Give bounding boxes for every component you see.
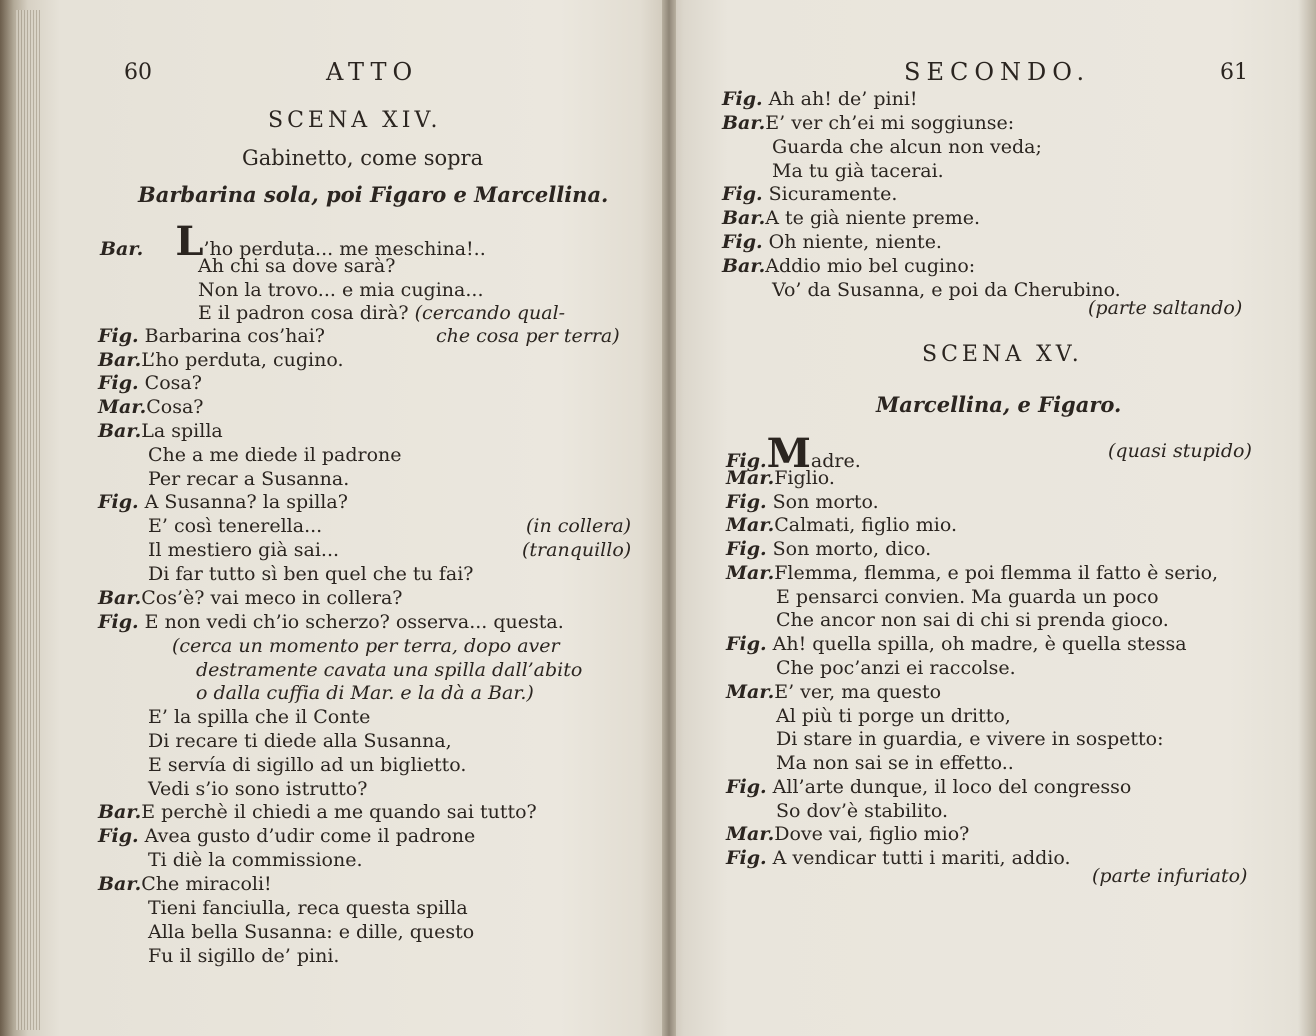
line-s16: So dov’è stabilito. (776, 800, 949, 822)
speaker: Fig. (98, 372, 139, 394)
line-s12: Al più ti porge un dritto, (776, 705, 1011, 727)
line-text: Avea gusto d’udir come il padrone (144, 825, 476, 847)
scene-setting: Gabinetto, come sopra (242, 146, 484, 170)
speaker: Fig. (98, 825, 139, 847)
speaker: Mar. (726, 562, 775, 584)
line-text: ’ho perduta... me meschina!.. (203, 238, 486, 260)
line-r9: Vo’ da Susanna, e poi da Cherubino. (772, 279, 1121, 301)
line-r6 (722, 207, 980, 229)
line-r1 (722, 88, 918, 110)
speaker: Mar. (726, 823, 775, 845)
line-s2 (726, 467, 835, 489)
line-text: Barbarina cos’hai? (144, 325, 325, 347)
line-s17 (726, 823, 969, 845)
line-text: Cos’è? vai meco in collera? (141, 587, 403, 609)
speaker: Bar. (98, 420, 142, 442)
line-r8 (722, 255, 975, 277)
line-s6 (726, 562, 1218, 584)
line-text: adre. (810, 450, 861, 472)
line-r3: Guarda che alcun non veda; (772, 136, 1042, 158)
line-15: Di far tutto sì ben quel che tu fai? (148, 563, 474, 585)
right-page (668, 0, 1316, 1036)
speaker: Bar. (98, 801, 142, 823)
scene-title-xiv: SCENA XIV. (268, 108, 442, 133)
line-r7 (722, 231, 942, 253)
speaker: Fig. (726, 450, 767, 472)
drop-cap: M (766, 430, 811, 477)
speaker: Fig. (98, 491, 139, 513)
speaker: Mar. (98, 396, 147, 418)
speaker: Bar. (98, 349, 142, 371)
line-12 (98, 491, 348, 513)
line-text: Sicuramente. (768, 183, 898, 205)
line-s3 (726, 491, 879, 513)
line-text: Son morto, dico. (772, 538, 932, 560)
line-10: Che a me diede il padrone (148, 444, 402, 466)
line-text: Ah! quella spilla, oh madre, è quella stessa (772, 633, 1187, 655)
line-r4: Ma tu già tacerai. (772, 160, 944, 182)
line-24: Vedi s’io sono istrutto? (148, 778, 368, 800)
line-6 (98, 349, 344, 371)
line-5 (98, 325, 325, 347)
line-text: A vendicar tutti i mariti, addio. (772, 847, 1071, 869)
line-text: E il padron cosa dirà? (198, 302, 409, 324)
speaker: Mar. (726, 681, 775, 703)
scene-cast: Barbarina sola, poi Figaro e Marcellina. (138, 182, 609, 207)
scene-title-xv: SCENA XV. (922, 342, 1083, 367)
line-text: Cosa? (144, 372, 202, 394)
stage-direction: (cercando qual- (414, 302, 566, 324)
speaker: Fig. (726, 491, 767, 513)
line-7 (98, 372, 202, 394)
line-text: E’ ver ch’ei mi soggiunse: (765, 112, 1015, 134)
running-head-right: SECONDO. (904, 58, 1091, 86)
speaker: Fig. (726, 538, 767, 560)
line-r5 (722, 183, 897, 205)
speaker: Fig. (726, 633, 767, 655)
line-s9 (726, 633, 1187, 655)
stage-direction-5: che cosa per terra) (436, 325, 620, 347)
line-s14: Ma non sai se in effetto.. (776, 752, 1014, 774)
speaker: Fig. (722, 231, 763, 253)
line-29: Tieni fanciulla, reca questa spilla (148, 897, 468, 919)
line-28 (98, 873, 272, 895)
speaker: Bar. (722, 255, 766, 277)
stage-direction-19: destramente cavata una spilla dall’abito (196, 659, 583, 681)
line-23: E servía di sigillo ad un biglietto. (148, 754, 467, 776)
line-text: E perchè il chiedi a me quando sai tutto? (141, 801, 537, 823)
speaker: Fig. (726, 776, 767, 798)
speaker: Fig. (722, 88, 763, 110)
line-27: Ti diè la commissione. (148, 849, 363, 871)
stage-direction-r10: (parte saltando) (1088, 297, 1243, 319)
page-number-right: 61 (1220, 60, 1248, 85)
speaker: Fig. (722, 183, 763, 205)
line-text: Ah ah! de’ pini! (768, 88, 918, 110)
line-s7: E pensarci convien. Ma guarda un poco (776, 586, 1159, 608)
drop-cap: L (175, 218, 204, 265)
stage-direction-18: (cerca un momento per terra, dopo aver (172, 635, 560, 657)
stage-direction-s19: (parte infuriato) (1092, 865, 1248, 887)
speaker: Bar. (98, 587, 142, 609)
line-text: Oh niente, niente. (768, 231, 942, 253)
line-text: A te già niente preme. (765, 207, 981, 229)
scene-cast-xv: Marcellina, e Figaro. (876, 392, 1122, 417)
line-s4 (726, 514, 957, 536)
line-21: E’ la spilla che il Conte (148, 706, 371, 728)
line-s8: Che ancor non sai di chi si prenda gioco. (776, 609, 1169, 631)
line-text: Flemma, flemma, e poi flemma il fatto è serio, (774, 562, 1219, 584)
line-22: Di recare ti diede alla Susanna, (148, 730, 452, 752)
speaker: Bar. (722, 112, 766, 134)
line-14: Il mestiero già sai... (148, 539, 340, 561)
speaker: Bar. (98, 873, 142, 895)
speaker: Fig. (726, 847, 767, 869)
line-13: E’ così tenerella... (148, 515, 323, 537)
line-17 (98, 611, 564, 633)
speaker: Mar. (726, 467, 775, 489)
line-text: Calmati, figlio mio. (774, 514, 958, 536)
line-text: A Susanna? la spilla? (144, 491, 348, 513)
stage-direction-13: (in collera) (526, 515, 632, 537)
stage-direction-20: o dalla cuffia di Mar. e la dà a Bar.) (196, 682, 534, 704)
line-text: Figlio. (774, 467, 835, 489)
line-s10: Che poc’anzi ei raccolse. (776, 657, 1016, 679)
speaker: Fig. (98, 611, 139, 633)
running-head-left: ATTO (326, 58, 419, 86)
stage-direction-14: (tranquillo) (522, 539, 632, 561)
line-31: Fu il sigillo de’ pini. (148, 945, 340, 967)
speaker: Bar. (722, 207, 766, 229)
line-16 (98, 587, 403, 609)
line-s5 (726, 538, 931, 560)
line-s15 (726, 776, 1131, 798)
line-text: All’arte dunque, il loco del congresso (772, 776, 1132, 798)
line-4 (198, 302, 565, 324)
line-11: Per recar a Susanna. (148, 468, 350, 490)
page-edges (16, 10, 40, 1030)
page-number-left: 60 (124, 60, 152, 85)
line-text: La spilla (141, 420, 223, 442)
line-r2 (722, 112, 1014, 134)
line-text: E non vedi ch’io scherzo? osserva... questa. (144, 611, 564, 633)
line-text: Addio mio bel cugino: (765, 255, 976, 277)
line-text: Dove vai, figlio mio? (774, 823, 970, 845)
line-30: Alla bella Susanna: e dille, questo (148, 921, 475, 943)
speaker: Fig. (98, 325, 139, 347)
line-s11 (726, 681, 941, 703)
line-text: L’ho perduta, cugino. (141, 349, 344, 371)
line-9 (98, 420, 223, 442)
stage-direction-s1: (quasi stupido) (1108, 440, 1252, 462)
line-text: Che miracoli! (141, 873, 272, 895)
line-25 (98, 801, 537, 823)
line-text: E’ ver, ma questo (774, 681, 942, 703)
line-text: Son morto. (772, 491, 879, 513)
line-2: Ah chi sa dove sarà? (198, 255, 396, 277)
line-s18 (726, 847, 1071, 869)
line-text: Cosa? (146, 396, 204, 418)
line-26 (98, 825, 475, 847)
line-8 (98, 396, 203, 418)
speaker: Mar. (726, 514, 775, 536)
line-s13: Di stare in guardia, e vivere in sospetto: (776, 728, 1164, 750)
speaker: Bar. (100, 238, 144, 260)
line-3: Non la trovo... e mia cugina... (198, 279, 484, 301)
book-gutter (662, 0, 676, 1036)
